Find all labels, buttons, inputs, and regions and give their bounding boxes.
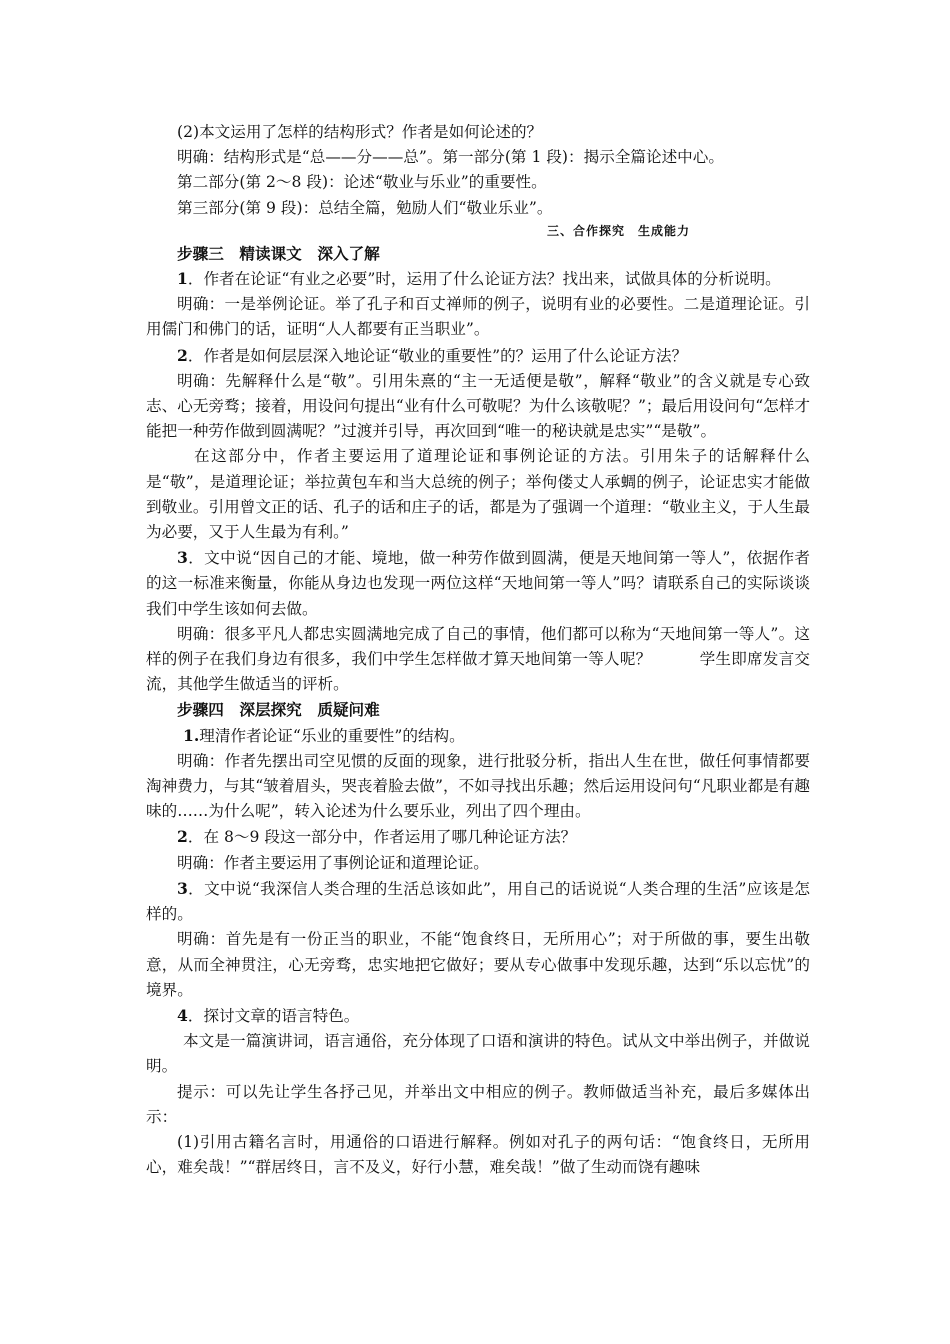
question-number: 2 [177,345,188,365]
question-2-structure: (2)本文运用了怎样的结构形式？作者是如何论述的？ [177,123,543,141]
answer-part-two: 第二部分(第 2～8 段)：论述“敬业与乐业”的重要性。 [177,173,547,192]
question-number: 1 [177,269,188,289]
step4-answer-1: 明确：作者先摆出司空见惯的反面的现象，进行批驳分析，指出人生在世，做任何事情都要淘神费力，与其“皱着眉头，哭丧着脸去做”，不如寻找出乐趣；然后运用设问句“凡职业都是有趣味的……为什么呢”，转入论述为什么要乐业，列出了四个理由。 [146,751,810,821]
question-number: 3 [177,878,188,898]
step3-answer-2-analysis: 在这部分中，作者主要运用了道理论证和事例论证的方法。引用朱子的话解释什么是“敬”，是道理论证；举拉黄包车和当大总统的例子；举佝偻丈人承蜩的例子，论证忠实才能做到敬业。引用曾文正的话、孔子的话和庄子的话，都是为了强调一个道理：“敬业主义，于人生最为必要，又于人生最为有利。” [146,447,810,542]
step3-answer-2: 明确：先解释什么是“敬”。引用朱熹的“主一无适便是敬”，解释“敬业”的含义就是专心致志、心无旁骛；接着，用设问句提出“业有什么可敬呢？为什么该敬呢？”；最后用设问句“怎样才能把一种劳作做到圆满呢？”过渡并引导，再次回到“唯一的秘诀就是忠实”“是敬”。 [146,371,810,441]
step3-answer-1: 明确：一是举例论证。举了孔子和百丈禅师的例子，说明有业的必要性。二是道理论证。引用儒门和佛门的话，证明“人人都要有正当职业”。 [146,295,810,339]
question-text: ．探讨文章的语言特色。 [187,1006,360,1025]
step4-answer-4: 本文是一篇演讲词，语言通俗，充分体现了口语和演讲的特色。试从文中举出例子，并做说明。 [146,1032,810,1076]
step4-question-4 [146,1003,810,1029]
step4-question-2 [146,824,810,850]
answer-part-three: 第三部分(第 9 段)：总结全篇，勉励人们“敬业乐业”。 [177,198,553,217]
step4-answer-2: 明确：作者主要运用了事例论证和道理论证。 [177,853,489,872]
question-text: 理清作者论证“乐业的重要性”的结构。 [199,726,465,745]
question-text: ．作者是如何层层深入地论证“敬业的重要性”的？运用了什么论证方法？ [187,346,688,365]
question-text: ．文中说“因自己的才能、境地，做一种劳作做到圆满，便是天地间第一等人”，依据作者的这一标准来衡量，你能从身边也发现一两位这样“天地间第一等人”吗？请联系自己的实际谈谈我们中学生该如何去做。 [146,549,810,618]
question-number: 2 [177,827,188,847]
document-page [146,120,810,1180]
language-example-1: (1)引用古籍名言时，用通俗的口语进行解释。例如对孔子的两句话：“饱食终日，无所用心，难矣哉！”“群居终日，言不及义，好行小慧，难矣哉！”做了生动而饶有趣味 [146,1132,810,1177]
teaching-hint: 提示：可以先让学生各抒己见，并举出文中相应的例子。教师做适当补充，最后多媒体出示： [146,1082,810,1126]
answer-text: 明确：很多平凡人都忠实圆满地完成了自己的事情，他们都可以称为“天地间第一等人”。这样的例子在我们身边有很多，我们中学生怎样做才算天地间第一等人呢？ [146,624,810,669]
section-heading: 三、合作探究 生成能力 [546,223,690,238]
step3-question-2 [146,343,810,369]
question-number: 3 [177,548,188,568]
step4-question-3 [146,876,810,927]
question-text: ．文中说“我深信人类合理的生活总该如此”，用自己的话说说“人类合理的生活”应该是怎样的。 [146,879,810,924]
step-three-heading: 步骤三 精读课文 深入了解 [177,243,380,263]
step3-question-3 [146,545,810,622]
step3-answer-3 [146,622,810,698]
step4-answer-3: 明确：首先是有一份正当的职业，不能“饱食终日，无所用心”；对于所做的事，要生出敬意，从而全神贯注，心无旁骛，忠实地把它做好；要从专心做事中发现乐趣，达到“乐以忘忧”的境界。 [146,930,810,999]
question-number: 4 [177,1005,188,1025]
question-text: ．作者在论证“有业之必要”时，运用了什么论证方法？找出来，试做具体的分析说明。 [187,270,781,289]
step-four-heading: 步骤四 深层探究 质疑问难 [177,700,380,720]
answer-structure: 明确：结构形式是“总——分——总”。第一部分(第 1 段)：揭示全篇论述中心。 [177,148,724,167]
question-text: ．在 8～9 段这一部分中，作者运用了哪几种论证方法？ [187,828,577,847]
answer-activity: 学生即席发言交流，其他学生做适当的评析。 [146,650,810,694]
step4-question-1 [146,723,810,749]
step3-question-1 [146,266,810,292]
question-number: 1. [183,725,200,745]
